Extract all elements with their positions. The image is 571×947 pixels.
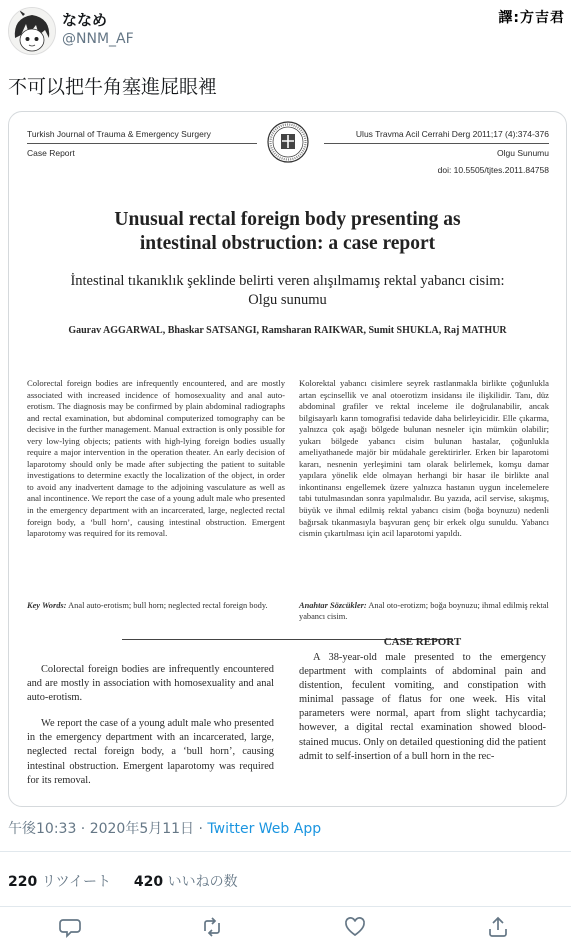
case-report-column: [299, 651, 546, 764]
speech-bubble-icon: [58, 915, 82, 939]
avatar[interactable]: [8, 7, 56, 55]
article-type-tr: Olgu Sunumu: [497, 148, 549, 158]
translator-watermark: 譯:方吉君: [498, 10, 565, 26]
reply-button[interactable]: [58, 915, 88, 945]
intro-paragraph-1: Colorectal foreign bodies are infrequently encountered and are mostly in association with homosexuality and anal auto-erotism.: [27, 664, 274, 704]
tweet-meta: [8, 818, 321, 838]
retweets-count[interactable]: 220: [8, 874, 38, 890]
keywords-turkish: [299, 600, 549, 622]
tweet-timestamp[interactable]: 午後10:33 · 2020年5月11日: [8, 821, 195, 837]
intro-paragraph-2: We report the case of a young adult male who presented in the emergency department with an incarcerated, large, neglected rectal foreign body, a ‘bull horn’, causing intestinal obstruction. Emergent laparotomy was required for its removal.: [27, 718, 274, 786]
abstract-english-text: Colorectal foreign bodies are infrequently encountered, and are mostly associated with increased incidence of homosexuality and anal auto-erotism. The diagnosis may be confirmed by plain abdominal radiographs and rectal examination, but abdominal computerized tomography can be decisive in the further management. Manual extraction is only possible for very low-lying objects; patients with high-lying foreign bodies usually require a major intervention in the operation theater. An early decision of laparotomy should only be made after subjecting the patient to suitable investigations to determine exactly the localization of the object, in order to avoid any inadvertent damage to the adjoining vasculature as well as anal incontinence. We report the case of a young adult male who presented in the emergency department with an incarcerated, large, neglected rectal foreign body, a ‘bull horn’, causing intestinal obstruction. Emergent laparotomy was required for its removal.: [27, 378, 285, 539]
tweet-actions: [0, 915, 571, 945]
like-button[interactable]: [343, 915, 373, 945]
paper-title-line-2: intestinal obstruction: a case report: [139, 233, 436, 254]
tweet-image[interactable]: [8, 111, 567, 807]
paper-page: [9, 112, 566, 806]
paper-title-line-1: Unusual rectal foreign body presenting as: [114, 209, 461, 230]
case-report-paragraph: A 38-year-old male presented to the emergency department with complaints of abdominal pain and distention, feculent vomiting, and constipation with minimal passage of flatus for one week. His vital parameters were normal, apart from slight tachycardia; however, a digital rectal examination showed blood-stained mucus. Only on detailed questioning did the patient admit to self-insertion of a bull horn in the rec-: [299, 652, 546, 762]
keywords-text: Anal auto-erotism; bull horn; neglected rectal foreign body.: [68, 601, 268, 610]
keywords-tr-label: Anahtar Sözcükler:: [299, 601, 367, 610]
journal-name-tr: Ulus Travma Acil Cerrahi Derg 2011;17 (4):374-376: [355, 129, 549, 139]
user-handle[interactable]: @NNM_AF: [62, 31, 134, 47]
keywords-tr-text: Anal oto-erotizm; boğa boynuzu; ihmal edilmiş rektal yabancı cisim.: [299, 601, 549, 621]
doi: doi: 10.5505/tjtes.2011.84758: [437, 165, 549, 175]
journal-seal-icon: [267, 121, 309, 163]
share-button[interactable]: [486, 915, 516, 945]
display-name[interactable]: ななめ: [62, 11, 108, 29]
tweet-source-app[interactable]: Twitter Web App: [207, 821, 322, 837]
journal-name-en: Turkish Journal of Trauma & Emergency Surgery: [27, 129, 211, 139]
abstract-turkish-text: Kolorektal yabancı cisimlere seyrek rastlanmakla birlikte çoğunlukla artan eşcinsellik ve anal otoerotizm insidansı ile ilişkilidir. Tanı, düz abdominal grafiler ve rektal inceleme ile doğrulanabilir, ancak bilgisayarlı karın tomografisi tedavide daha belirleyicidir. Elle çıkarma, yalnızca çok aşağı bölgede bulunan nesneler için mümkün olabilir; yukarı bölgede yabancı cisim bulunan hastalar, çoğunlukla ameliyathanede majör bir müdahale gerektirirler. Erken bir laparotomi kararı, nesnenin yerleşimini tam olarak belirlemek, komşu damar yapılara yönelik elde olmayan herhangi bir hasar ile birlikte anal inkontinansı engellemek üzere yalnızca hastanın uygun incelemelere tabi tutulmasından sonra yapılmalıdır. Bu yazıda, acil servise, sıkışmış, büyük ve ihmal edilmiş rektal yabancı cisim (boğa boynuzu) nedenli bağırsak tıkanmasıyla başvuran genç bir erkek olgu sunuldu. Yabancı cismin çıkartılması için acil laparotomi yapıldı.: [299, 378, 549, 539]
paper-subtitle-line-1: İntestinal tıkanıklık şeklinde belirti veren alışılmamış rektal yabancı cisim:: [70, 273, 505, 289]
article-type-en: Case Report: [27, 148, 75, 158]
avatar-illustration-icon: [9, 8, 55, 54]
keywords-label: Key Words:: [27, 601, 67, 610]
likes-count[interactable]: 420: [133, 874, 164, 890]
retweets-label[interactable]: リツイート: [41, 874, 111, 890]
tweet-stats: [8, 871, 238, 891]
heart-icon: [343, 915, 367, 939]
divider: [0, 906, 571, 907]
authors: Gaurav AGGARWAL, Bhaskar SATSANGI, Ramsharan RAIKWAR, Sumit SHUKLA, Raj MATHUR: [68, 325, 507, 336]
header-rule-left: [27, 143, 257, 144]
likes-label[interactable]: いいねの数: [167, 874, 238, 890]
divider: [0, 851, 571, 852]
abstract-turkish: [299, 378, 549, 540]
meta-separator: ·: [198, 821, 208, 837]
keywords-english: [27, 600, 285, 611]
upload-icon: [486, 915, 510, 939]
tweet-header: [0, 0, 571, 62]
retweet-arrows-icon: [200, 915, 224, 939]
abstract-english: [27, 378, 285, 540]
case-report-heading: CASE REPORT: [383, 636, 462, 648]
paper-subtitle-line-2: Olgu sunumu: [248, 292, 327, 308]
tweet-text: 不可以把牛角塞進屁眼裡: [8, 76, 218, 98]
introduction-column: [27, 663, 274, 788]
retweet-button[interactable]: [200, 915, 230, 945]
header-rule-right: [324, 143, 549, 144]
